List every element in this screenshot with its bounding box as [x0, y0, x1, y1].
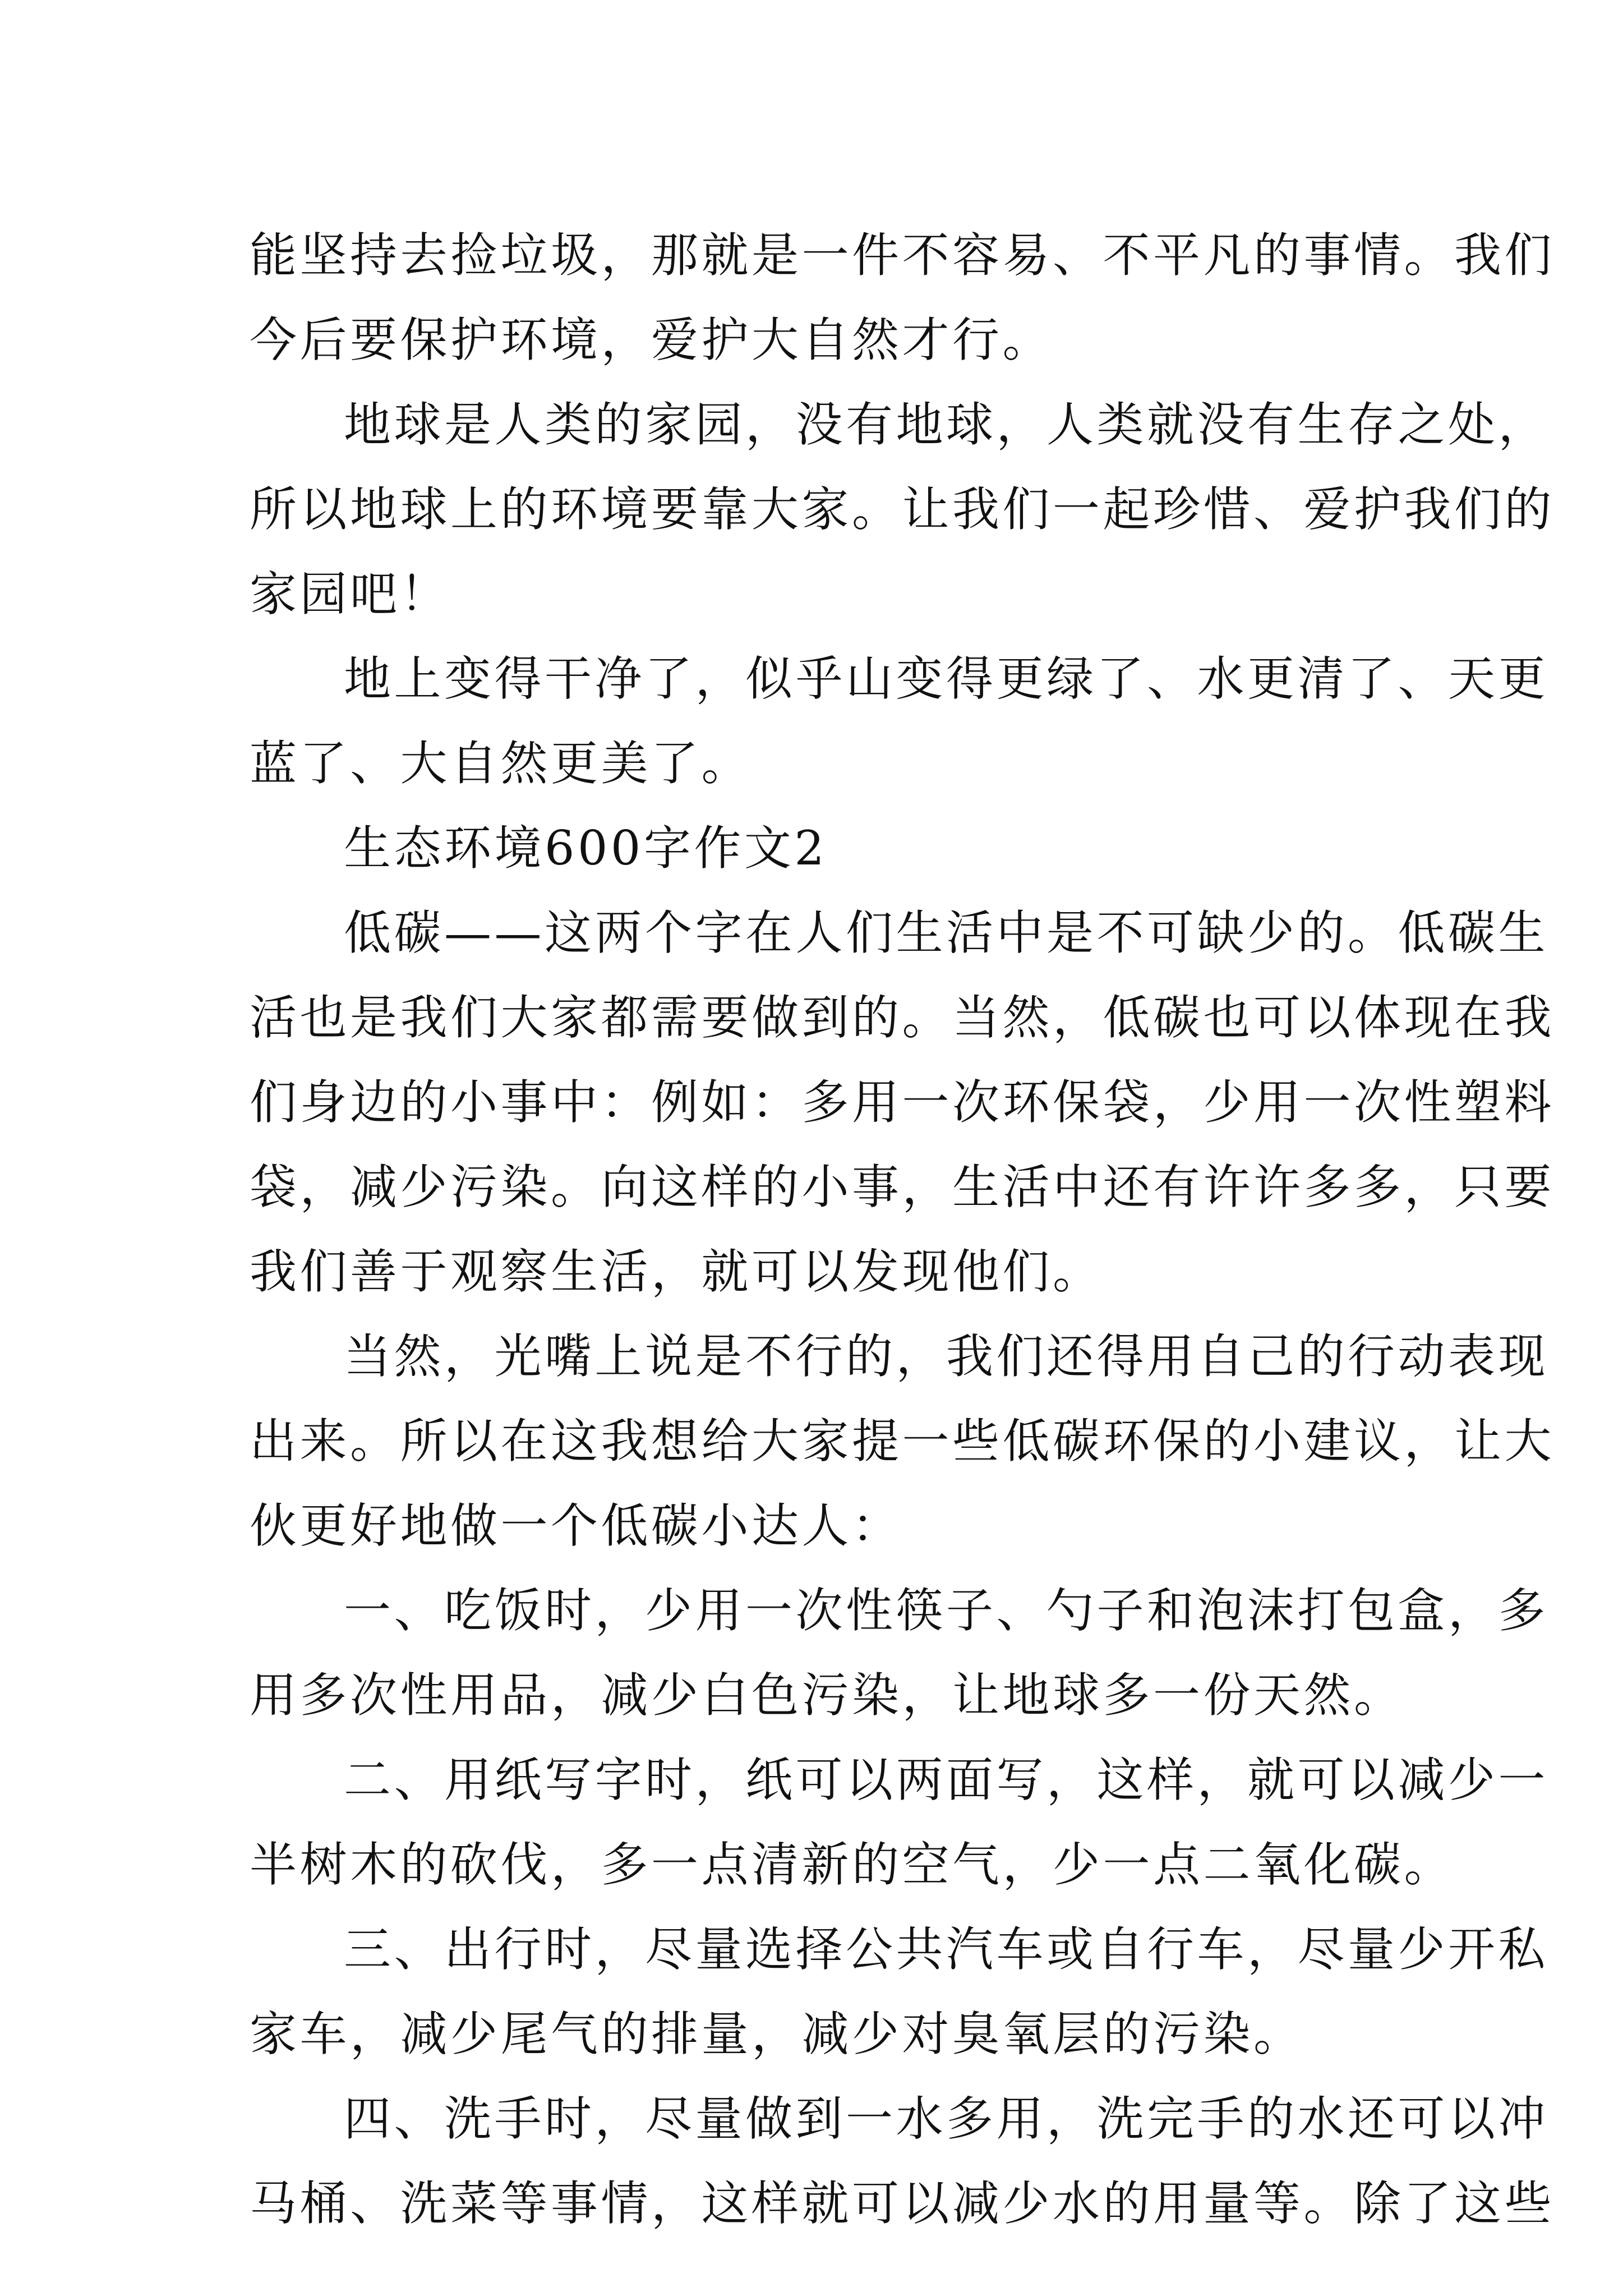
text-line: 袋，减少污染。向这样的小事，生活中还有许许多多，只要: [250, 1159, 1555, 1214]
text-line: 三、出行时，尽量选择公共汽车或自行车，尽量少开私: [344, 1922, 1549, 1977]
text-line: 地球是人类的家园，没有地球，人类就没有生存之处，: [344, 397, 1549, 452]
text-line: 一、吃饭时，少用一次性筷子、勺子和泡沫打包盒，多: [344, 1583, 1549, 1638]
text-line: 地上变得干净了，似乎山变得更绿了、水更清了、天更: [344, 651, 1549, 706]
document-body: [250, 213, 1555, 2246]
text-line: 们身边的小事中：例如：多用一次环保袋，少用一次性塑料: [250, 1075, 1555, 1130]
text-line: 家园吧！: [250, 567, 451, 622]
text-line: 当然，光嘴上说是不行的，我们还得用自己的行动表现: [344, 1329, 1549, 1384]
text-line: 所以地球上的环境要靠大家。让我们一起珍惜、爱护我们的: [250, 482, 1555, 537]
text-line: 今后要保护环境，爱护大自然才行。: [250, 312, 1053, 367]
text-line: 生态环境600字作文2: [344, 821, 828, 876]
text-line: 用多次性用品，减少白色污染，让地球多一份天然。: [250, 1668, 1404, 1723]
text-line: 低碳——这两个字在人们生活中是不可缺少的。低碳生: [344, 905, 1549, 960]
text-line: 能坚持去捡垃圾，那就是一件不容易、不平凡的事情。我们: [250, 228, 1555, 283]
text-line: 马桶、洗菜等事情，这样就可以减少水的用量等。除了这些: [250, 2176, 1555, 2231]
text-line: 伙更好地做一个低碳小达人：: [250, 1498, 902, 1553]
text-line: 出来。所以在这我想给大家提一些低碳环保的小建议，让大: [250, 1414, 1555, 1469]
text-line: 二、用纸写字时，纸可以两面写，这样，就可以减少一: [344, 1752, 1549, 1807]
text-line: 我们善于观察生活，就可以发现他们。: [250, 1244, 1103, 1299]
text-line: 蓝了、大自然更美了。: [250, 736, 752, 791]
text-line: 家车，减少尾气的排量，减少对臭氧层的污染。: [250, 2007, 1304, 2062]
text-line: 四、洗手时，尽量做到一水多用，洗完手的水还可以冲: [344, 2091, 1549, 2146]
text-line: 活也是我们大家都需要做到的。当然，低碳也可以体现在我: [250, 990, 1555, 1045]
text-line: 半树木的砍伐，多一点清新的空气，少一点二氧化碳。: [250, 1837, 1455, 1892]
